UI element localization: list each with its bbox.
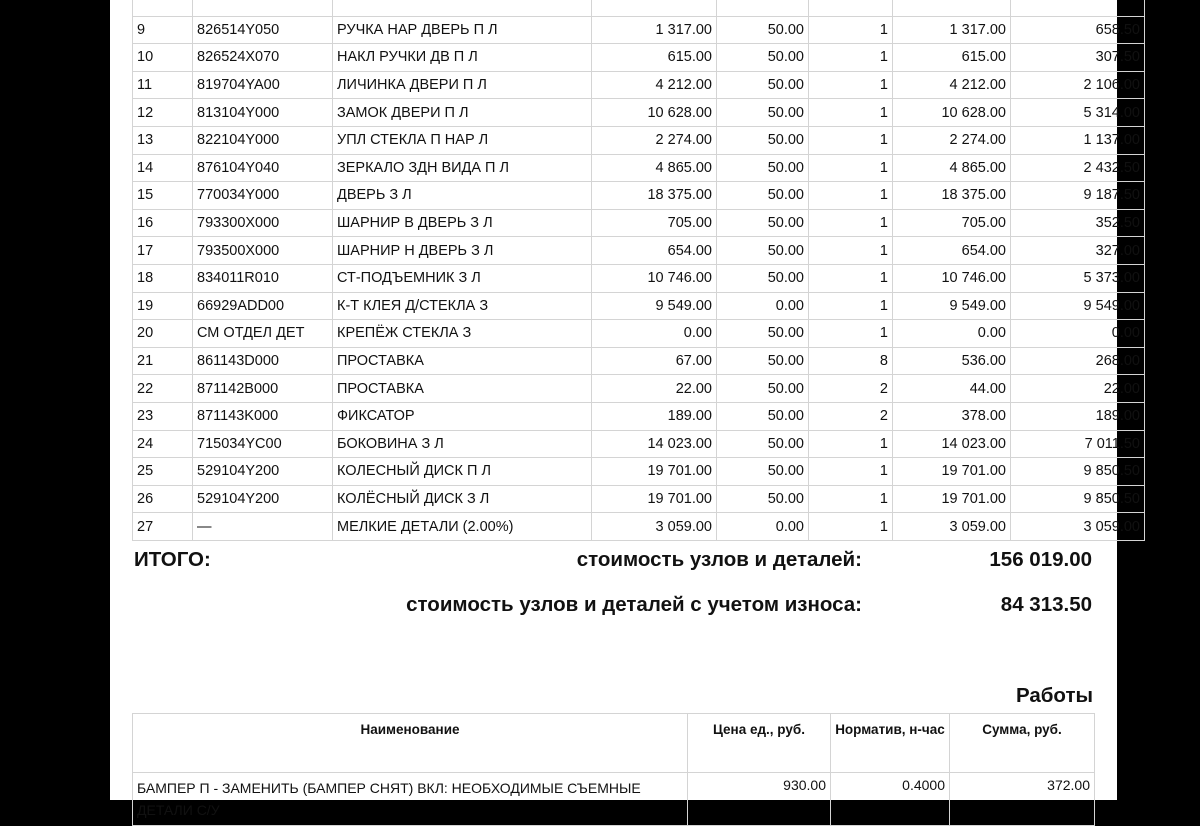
works-header-sum: Сумма, руб. bbox=[950, 714, 1095, 773]
cell-sum: 9 549.00 bbox=[893, 292, 1011, 320]
table-row-partial bbox=[133, 0, 1145, 16]
cell-quantity: 1 bbox=[809, 292, 893, 320]
cell-quantity: 1 bbox=[809, 430, 893, 458]
cell-part-code: 826524X070 bbox=[193, 44, 333, 72]
cell-number: 21 bbox=[133, 347, 193, 375]
cell-wear-percent: 50.00 bbox=[717, 347, 809, 375]
table-row bbox=[133, 126, 1145, 154]
cell-price: 4 212.00 bbox=[592, 71, 717, 99]
cell-price: 22.00 bbox=[592, 375, 717, 403]
cell-wear-percent: 50.00 bbox=[717, 16, 809, 44]
cell-wear-percent: 50.00 bbox=[717, 182, 809, 210]
cell-sum: 0.00 bbox=[893, 320, 1011, 348]
cell-sum-with-wear: 9 187.50 bbox=[1011, 182, 1145, 210]
parts-cost-label: стоимость узлов и деталей: bbox=[576, 548, 862, 571]
works-cell-sum: 372.00 bbox=[950, 773, 1095, 826]
cell-part-name: ФИКСАТОР bbox=[333, 402, 592, 430]
cell-part-code: 871143K000 bbox=[193, 402, 333, 430]
cell-part-name: ПРОСТАВКА bbox=[333, 347, 592, 375]
table-row bbox=[133, 44, 1145, 72]
cell-number: 13 bbox=[133, 126, 193, 154]
table-row bbox=[133, 402, 1145, 430]
cell-wear-percent: 50.00 bbox=[717, 99, 809, 127]
cell-quantity: 1 bbox=[809, 99, 893, 127]
cell-part-name: ШАРНИР В ДВЕРЬ З Л bbox=[333, 209, 592, 237]
cell-quantity: 2 bbox=[809, 402, 893, 430]
cell-price: 10 628.00 bbox=[592, 99, 717, 127]
cell-number: 17 bbox=[133, 237, 193, 265]
cell-wear-percent: 50.00 bbox=[717, 264, 809, 292]
cell-quantity: 1 bbox=[809, 320, 893, 348]
cell-sum: 10 746.00 bbox=[893, 264, 1011, 292]
cell-wear-percent: 50.00 bbox=[717, 154, 809, 182]
cell-part-code: 793500X000 bbox=[193, 237, 333, 265]
cell-part-name: К-Т КЛЕЯ Д/СТЕКЛА З bbox=[333, 292, 592, 320]
cell-quantity: 1 bbox=[809, 458, 893, 486]
cell-part-code: 871142B000 bbox=[193, 375, 333, 403]
cell-wear-percent bbox=[717, 0, 809, 16]
cell-wear-percent: 50.00 bbox=[717, 402, 809, 430]
cell-part-name: КОЛЕСНЫЙ ДИСК П Л bbox=[333, 458, 592, 486]
cell-price: 14 023.00 bbox=[592, 430, 717, 458]
table-row bbox=[133, 99, 1145, 127]
cell-number: 25 bbox=[133, 458, 193, 486]
cell-wear-percent: 50.00 bbox=[717, 320, 809, 348]
works-header-name: Наименование bbox=[133, 714, 688, 773]
cell-quantity: 1 bbox=[809, 485, 893, 513]
cell-part-code: 813104Y000 bbox=[193, 99, 333, 127]
cell-sum bbox=[893, 0, 1011, 16]
cell-wear-percent: 50.00 bbox=[717, 458, 809, 486]
cell-price: 9 549.00 bbox=[592, 292, 717, 320]
works-header-price: Цена ед., руб. bbox=[688, 714, 831, 773]
cell-number: 15 bbox=[133, 182, 193, 210]
cell-sum-with-wear: 352.50 bbox=[1011, 209, 1145, 237]
cell-sum: 654.00 bbox=[893, 237, 1011, 265]
cell-part-code: 770034Y000 bbox=[193, 182, 333, 210]
cell-wear-percent: 50.00 bbox=[717, 44, 809, 72]
works-header-row bbox=[133, 714, 1095, 773]
cell-part-code: 819704YA00 bbox=[193, 71, 333, 99]
cell-part-name: ПРОСТАВКА bbox=[333, 375, 592, 403]
cell-sum-with-wear: 9 850.50 bbox=[1011, 485, 1145, 513]
cell-number: 20 bbox=[133, 320, 193, 348]
cell-number bbox=[133, 0, 193, 16]
cell-quantity: 1 bbox=[809, 237, 893, 265]
cell-number: 18 bbox=[133, 264, 193, 292]
cell-number: 19 bbox=[133, 292, 193, 320]
totals-row-cost-wear bbox=[132, 593, 1094, 623]
cell-sum-with-wear: 268.00 bbox=[1011, 347, 1145, 375]
cell-sum-with-wear: 7 011.50 bbox=[1011, 430, 1145, 458]
cell-part-code bbox=[193, 0, 333, 16]
cell-price bbox=[592, 0, 717, 16]
cell-quantity: 1 bbox=[809, 126, 893, 154]
cell-part-name: УПЛ СТЕКЛА П НАР Л bbox=[333, 126, 592, 154]
table-row bbox=[133, 71, 1145, 99]
cell-number: 9 bbox=[133, 16, 193, 44]
cell-quantity: 8 bbox=[809, 347, 893, 375]
cell-sum: 378.00 bbox=[893, 402, 1011, 430]
parts-table-body bbox=[133, 0, 1145, 540]
cell-sum-with-wear: 2 432.50 bbox=[1011, 154, 1145, 182]
cell-number: 26 bbox=[133, 485, 193, 513]
table-row bbox=[133, 182, 1145, 210]
cell-sum: 4 212.00 bbox=[893, 71, 1011, 99]
table-row bbox=[133, 154, 1145, 182]
cell-quantity: 1 bbox=[809, 209, 893, 237]
table-row bbox=[133, 485, 1145, 513]
cell-sum-with-wear: 307.50 bbox=[1011, 44, 1145, 72]
works-header-norm: Норматив, н-час bbox=[831, 714, 950, 773]
cell-part-name: СТ-ПОДЪЕМНИК З Л bbox=[333, 264, 592, 292]
table-row bbox=[133, 16, 1145, 44]
cell-sum-with-wear: 658.50 bbox=[1011, 16, 1145, 44]
table-row bbox=[133, 237, 1145, 265]
cell-sum: 14 023.00 bbox=[893, 430, 1011, 458]
works-cell-name: БАМПЕР П - ЗАМЕНИТЬ (БАМПЕР СНЯТ) ВКЛ: НЕОБХОДИМЫЕ СЪЕМНЫЕ ДЕТАЛИ С/У bbox=[133, 773, 688, 826]
cell-part-code: — bbox=[193, 513, 333, 541]
table-row bbox=[133, 375, 1145, 403]
cell-part-code: 834011R010 bbox=[193, 264, 333, 292]
cell-sum-with-wear: 3 059.00 bbox=[1011, 513, 1145, 541]
cell-sum: 1 317.00 bbox=[893, 16, 1011, 44]
cell-price: 4 865.00 bbox=[592, 154, 717, 182]
cell-sum: 44.00 bbox=[893, 375, 1011, 403]
cell-quantity: 1 bbox=[809, 264, 893, 292]
cell-number: 16 bbox=[133, 209, 193, 237]
cell-part-name: МЕЛКИЕ ДЕТАЛИ (2.00%) bbox=[333, 513, 592, 541]
cell-price: 2 274.00 bbox=[592, 126, 717, 154]
cell-part-name: РУЧКА НАР ДВЕРЬ П Л bbox=[333, 16, 592, 44]
cell-wear-percent: 0.00 bbox=[717, 292, 809, 320]
cell-price: 3 059.00 bbox=[592, 513, 717, 541]
cell-sum-with-wear: 0.00 bbox=[1011, 320, 1145, 348]
cell-sum-with-wear: 189.00 bbox=[1011, 402, 1145, 430]
cell-sum: 3 059.00 bbox=[893, 513, 1011, 541]
cell-price: 1 317.00 bbox=[592, 16, 717, 44]
cell-sum-with-wear: 9 549.00 bbox=[1011, 292, 1145, 320]
parts-cost-wear-label: стоимость узлов и деталей с учетом износа: bbox=[406, 593, 862, 616]
cell-part-code: 66929ADD00 bbox=[193, 292, 333, 320]
cell-sum-with-wear: 2 106.00 bbox=[1011, 71, 1145, 99]
parts-table bbox=[132, 0, 1145, 541]
cell-quantity: 1 bbox=[809, 513, 893, 541]
cell-price: 0.00 bbox=[592, 320, 717, 348]
cell-price: 615.00 bbox=[592, 44, 717, 72]
cell-number: 27 bbox=[133, 513, 193, 541]
cell-sum-with-wear: 1 137.00 bbox=[1011, 126, 1145, 154]
cell-price: 189.00 bbox=[592, 402, 717, 430]
table-row bbox=[133, 209, 1145, 237]
totals-label: ИТОГО: bbox=[134, 548, 211, 571]
cell-part-name: ЛИЧИНКА ДВЕРИ П Л bbox=[333, 71, 592, 99]
cell-quantity: 1 bbox=[809, 16, 893, 44]
cell-wear-percent: 0.00 bbox=[717, 513, 809, 541]
works-cell-norm: 0.4000 bbox=[831, 773, 950, 826]
cell-part-name: ДВЕРЬ З Л bbox=[333, 182, 592, 210]
works-section-title: Работы bbox=[1015, 684, 1093, 707]
cell-price: 19 701.00 bbox=[592, 485, 717, 513]
cell-part-name: КОЛЁСНЫЙ ДИСК З Л bbox=[333, 485, 592, 513]
table-row bbox=[133, 347, 1145, 375]
cell-quantity: 1 bbox=[809, 182, 893, 210]
cell-sum-with-wear bbox=[1011, 0, 1145, 16]
cell-price: 18 375.00 bbox=[592, 182, 717, 210]
cell-sum: 705.00 bbox=[893, 209, 1011, 237]
cell-part-code: 529104Y200 bbox=[193, 485, 333, 513]
table-row bbox=[133, 264, 1145, 292]
cell-price: 19 701.00 bbox=[592, 458, 717, 486]
cell-number: 10 bbox=[133, 44, 193, 72]
cell-sum-with-wear: 5 314.00 bbox=[1011, 99, 1145, 127]
cell-part-name: БОКОВИНА З Л bbox=[333, 430, 592, 458]
cell-wear-percent: 50.00 bbox=[717, 430, 809, 458]
cell-price: 705.00 bbox=[592, 209, 717, 237]
cell-part-name: ШАРНИР Н ДВЕРЬ З Л bbox=[333, 237, 592, 265]
cell-sum: 4 865.00 bbox=[893, 154, 1011, 182]
cell-part-code: СМ ОТДЕЛ ДЕТ bbox=[193, 320, 333, 348]
cell-sum: 18 375.00 bbox=[893, 182, 1011, 210]
cell-part-code: 826514Y050 bbox=[193, 16, 333, 44]
cell-quantity bbox=[809, 0, 893, 16]
table-row bbox=[133, 430, 1145, 458]
cell-wear-percent: 50.00 bbox=[717, 375, 809, 403]
cell-number: 23 bbox=[133, 402, 193, 430]
cell-part-code: 793300X000 bbox=[193, 209, 333, 237]
cell-part-code: 529104Y200 bbox=[193, 458, 333, 486]
cell-quantity: 1 bbox=[809, 44, 893, 72]
cell-part-name: КРЕПЁЖ СТЕКЛА З bbox=[333, 320, 592, 348]
cell-sum-with-wear: 9 850.50 bbox=[1011, 458, 1145, 486]
parts-cost-wear-value: 84 313.50 bbox=[1000, 593, 1092, 616]
cell-number: 11 bbox=[133, 71, 193, 99]
cell-price: 67.00 bbox=[592, 347, 717, 375]
cell-price: 10 746.00 bbox=[592, 264, 717, 292]
cell-sum: 2 274.00 bbox=[893, 126, 1011, 154]
cell-number: 22 bbox=[133, 375, 193, 403]
cell-part-code: 861143D000 bbox=[193, 347, 333, 375]
cell-sum: 615.00 bbox=[893, 44, 1011, 72]
works-table bbox=[132, 713, 1095, 826]
cell-sum-with-wear: 5 373.00 bbox=[1011, 264, 1145, 292]
cell-quantity: 2 bbox=[809, 375, 893, 403]
cell-sum: 10 628.00 bbox=[893, 99, 1011, 127]
cell-quantity: 1 bbox=[809, 71, 893, 99]
cell-number: 12 bbox=[133, 99, 193, 127]
cell-part-code: 876104Y040 bbox=[193, 154, 333, 182]
cell-sum: 19 701.00 bbox=[893, 485, 1011, 513]
works-cell-price: 930.00 bbox=[688, 773, 831, 826]
cell-sum: 19 701.00 bbox=[893, 458, 1011, 486]
cell-quantity: 1 bbox=[809, 154, 893, 182]
cell-sum-with-wear: 327.00 bbox=[1011, 237, 1145, 265]
cell-part-name bbox=[333, 0, 592, 16]
cell-number: 24 bbox=[133, 430, 193, 458]
document-page bbox=[110, 0, 1140, 818]
cell-wear-percent: 50.00 bbox=[717, 126, 809, 154]
parts-cost-value: 156 019.00 bbox=[989, 548, 1092, 571]
cell-number: 14 bbox=[133, 154, 193, 182]
cell-sum-with-wear: 22.00 bbox=[1011, 375, 1145, 403]
cell-part-name: НАКЛ РУЧКИ ДВ П Л bbox=[333, 44, 592, 72]
table-row bbox=[133, 458, 1145, 486]
cell-sum: 536.00 bbox=[893, 347, 1011, 375]
cell-part-name: ЗЕРКАЛО ЗДН ВИДА П Л bbox=[333, 154, 592, 182]
totals-row-cost bbox=[132, 548, 1094, 578]
cell-price: 654.00 bbox=[592, 237, 717, 265]
cell-wear-percent: 50.00 bbox=[717, 237, 809, 265]
cell-part-code: 715034YC00 bbox=[193, 430, 333, 458]
cell-wear-percent: 50.00 bbox=[717, 485, 809, 513]
table-row bbox=[133, 513, 1145, 541]
table-row bbox=[133, 292, 1145, 320]
table-row bbox=[133, 320, 1145, 348]
works-row bbox=[133, 773, 1095, 826]
cell-part-name: ЗАМОК ДВЕРИ П Л bbox=[333, 99, 592, 127]
cell-wear-percent: 50.00 bbox=[717, 71, 809, 99]
cell-wear-percent: 50.00 bbox=[717, 209, 809, 237]
cell-part-code: 822104Y000 bbox=[193, 126, 333, 154]
